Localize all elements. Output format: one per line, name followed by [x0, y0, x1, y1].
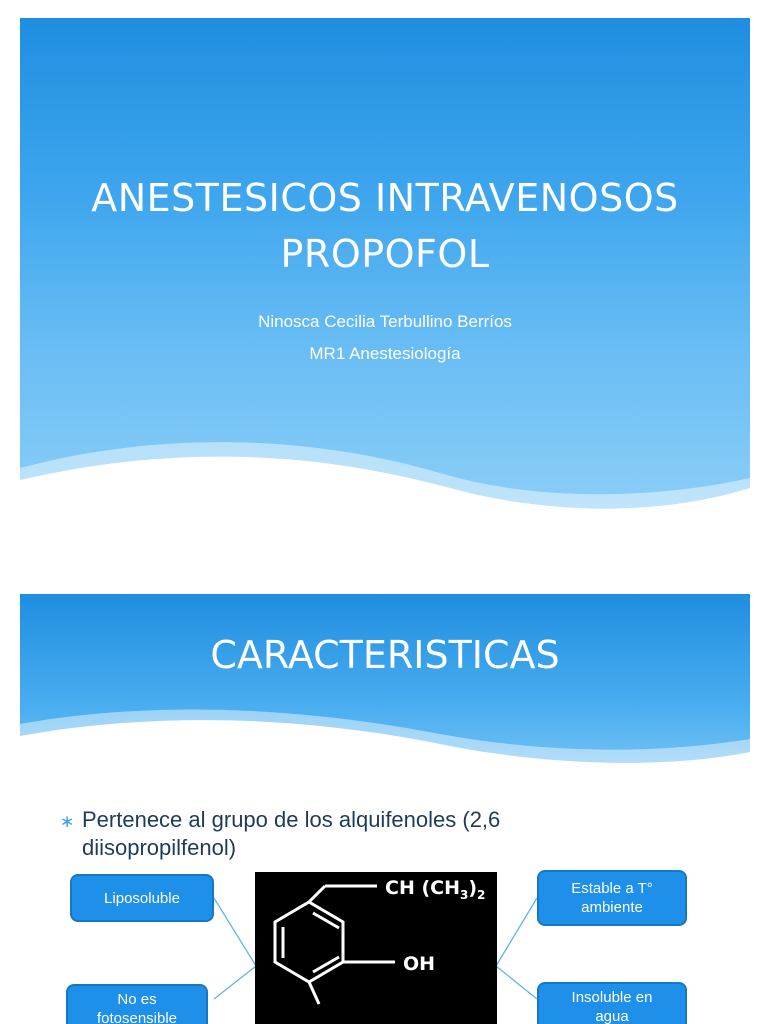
propofol-structure-image [255, 872, 497, 1024]
bullet-icon: ∗ [60, 812, 75, 831]
hydroxyl-label: OH [403, 953, 436, 975]
molecule-diagram [255, 872, 497, 1024]
connector-line [214, 966, 256, 999]
liposoluble-box [70, 874, 214, 922]
box-label-line-1: Insoluble en [571, 989, 653, 1006]
decorative-wave [20, 418, 750, 528]
bullet-text-line-1: Pertenece al grupo de los alquifenoles (2,6 [82, 807, 501, 832]
box-label: Liposoluble [104, 889, 180, 907]
connector-line [496, 898, 537, 966]
box-label-line-2: agua [595, 1008, 629, 1024]
box-label-line-1: Estable a T° [571, 880, 653, 897]
slide-title [20, 170, 750, 282]
slide-subtitle [20, 306, 750, 370]
box-label-line-2: ambiente [581, 899, 643, 916]
slide-title: CARACTERISTICAS [210, 633, 560, 677]
box-label-line-1: No es [117, 991, 157, 1008]
not-photosensitive-box [66, 984, 208, 1024]
svg-text:CH (CH3)2: CH $(CH_3)_2$ [385, 877, 486, 902]
bullet-text-line-2: diisopropilfenol) [82, 835, 237, 860]
stable-temperature-box [537, 870, 687, 926]
author-role: MR1 Anestesiología [309, 344, 461, 363]
characteristics-slide [20, 594, 750, 1024]
title-line-1: ANESTESICOS INTRAVENOSOS [91, 176, 679, 220]
author-name: Ninosca Cecilia Terbullino Berríos [258, 312, 512, 331]
connector-line [214, 898, 256, 966]
title-line-2: PROPOFOL [280, 232, 490, 276]
connector-line [496, 966, 537, 999]
box-label-line-2: fotosensible [96, 1010, 178, 1024]
title-slide [20, 18, 750, 528]
substituent-label: CH (CH [385, 877, 460, 899]
insoluble-water-box [537, 982, 687, 1024]
